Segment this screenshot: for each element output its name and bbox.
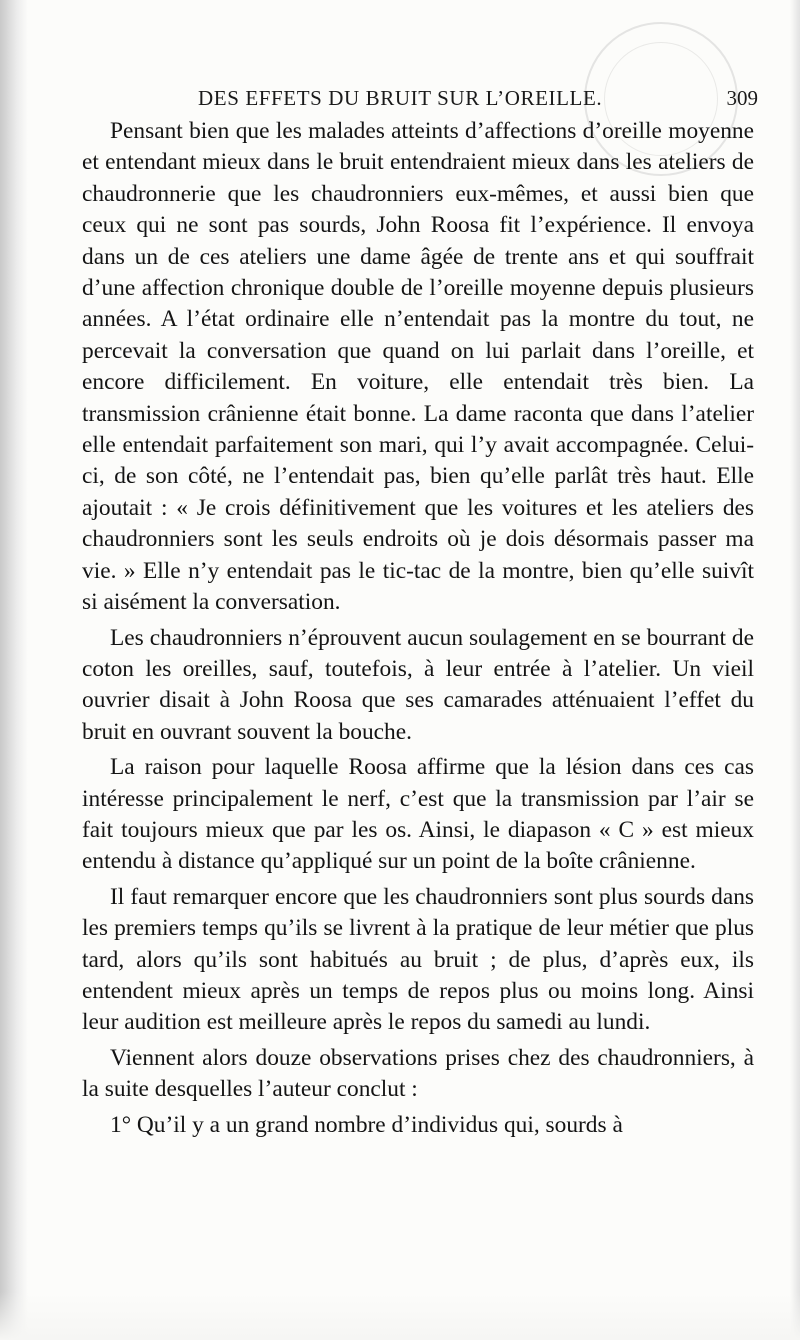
binding-shadow <box>0 0 28 1340</box>
page-number: 309 <box>726 86 758 110</box>
page-edge <box>790 0 800 1340</box>
page-bottom-bleed <box>0 1292 800 1340</box>
paragraph-roosa-experiment: Pensant bien que les malades atteints d’affections d’oreille moyenne et entendant mieux dans le bruit entendraient mieux dans les ateliers de chaudronnerie que les chaudronniers eux-mêmes, et aussi bien que ceux qui ne sont pas sourds, John Roosa fit l’expérience. Il envoya dans un de ces ateliers une dame âgée de trente ans et qui souffrait d’une affection chronique double de l’oreille moyenne depuis plusieurs années. A l’état ordinaire elle n’entendait pas la montre du tout, ne percevait la conversation que quand on lui parlait dans l’oreille, et encore difficilement. En voiture, elle entendait très bien. La transmission crânienne était bonne. La dame raconta que dans l’atelier elle entendait parfaitement son mari, qui l’y avait accompagnée. Celui-ci, de son côté, ne l’entendait pas, bien qu’elle parlât très haut. Elle ajoutait : « Je crois définitivement que les voitures et les ateliers des chaudronniers sont les seuls endroits où je dois désormais passer ma vie. » Elle n’y entendait pas le tic-tac de la montre, bien qu’elle suivît si aisément la conversation. <box>82 118 754 616</box>
paragraph-nerve-lesion: La raison pour laquelle Roosa affirme que la lésion dans ces cas intéresse principalement le nerf, c’est que la transmission par l’air se fait toujours mieux que par les os. Ainsi, le diapason « C » est mieux entendu à distance qu’appliqué sur un point de la boîte crânienne. <box>82 754 754 875</box>
page-header <box>80 80 758 114</box>
paragraph-cotton-ears: Les chaudronniers n’éprouvent aucun soulagement en se bourrant de coton les oreilles, sauf, toutefois, à leur entrée à l’atelier. Un vieil ouvrier disait à John Roosa que ses camarades atténuaient l’effet du bruit en ouvrant souvent la bouche. <box>82 624 754 745</box>
paragraph-deafness-early: Il faut remarquer encore que les chaudronniers sont plus sourds dans les premiers temps qu’ils se livrent à la pratique de leur métier que plus tard, alors qu’ils sont habitués au bruit ; de plus, d’après eux, ils entendent mieux après un temps de repos plus ou moins long. Ainsi leur audition est meilleure après le repos du samedi au lundi. <box>82 883 754 1036</box>
paragraph-observations: Viennent alors douze observations prises chez des chaudronniers, à la suite desquelles l’auteur conclut : <box>82 1044 754 1103</box>
running-head: DES EFFETS DU BRUIT SUR L’OREILLE. <box>198 86 603 110</box>
body-text <box>82 116 754 1141</box>
paragraph-conclusion-1: 1° Qu’il y a un grand nombre d’individus qui, sourds à <box>110 1111 623 1138</box>
